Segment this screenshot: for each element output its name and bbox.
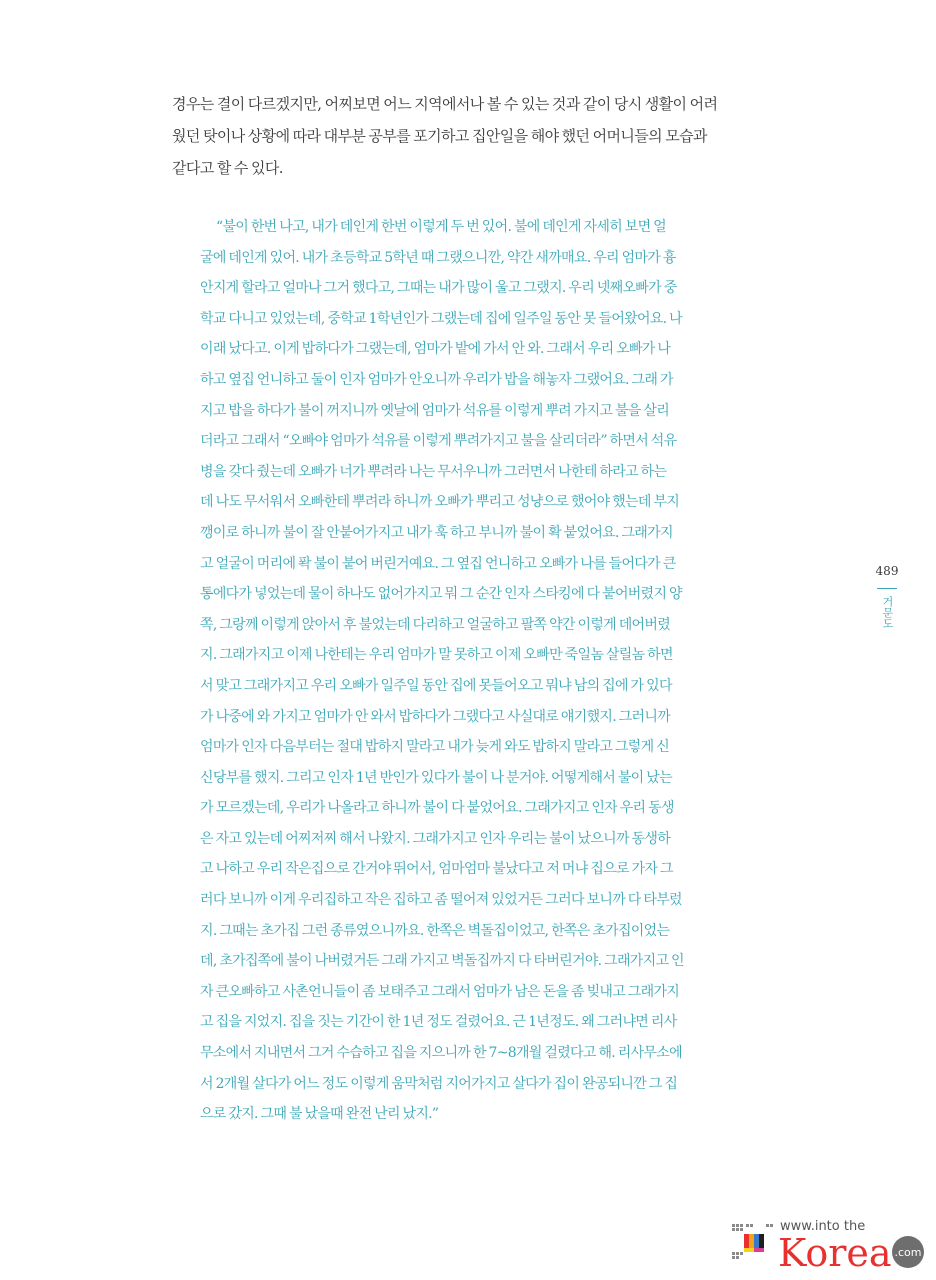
quote-line: 가 나중에 와 가지고 엄마가 안 와서 밥하다가 그랬다고 사실대로 얘기했지. 그러니까: [200, 708, 671, 725]
quote-line: 자 큰오빠하고 사촌언니들이 좀 보태주고 그래서 엄마가 남은 돈을 좀 빚내고 그래가지: [200, 983, 680, 1000]
quote-line: 지. 그때는 초가집 그런 종류였으니까요. 한쪽은 벽돌집이었고, 한쪽은 초가집이었는: [200, 922, 670, 939]
intro-line: 경우는 결이 다르겠지만, 어찌보면 어느 지역에서나 볼 수 있는 것과 같이 당시 생활이 어려: [172, 95, 718, 113]
quote-line: 고 집을 지었지. 집을 짓는 기간이 한 1년 정도 걸렸어요. 근 1년정도. 왜 그러냐면 리사: [200, 1014, 677, 1031]
quote-line: 쪽, 그랑께 이렇게 앉아서 후 불었는데 다리하고 얼굴하고 팔쪽 약간 이렇게 데어버렸: [200, 616, 671, 633]
quote-line: 통에다가 넣었는데 물이 하나도 없어가지고 뭐 그 순간 인자 스타킹에 다 붙어버렸지 양: [200, 586, 682, 603]
quote-line: 무소에서 지내면서 그거 수습하고 집을 지으니까 한 7~8개월 걸렸다고 해. 리사무소에: [200, 1045, 682, 1062]
logo-main-text: Korea: [778, 1231, 892, 1274]
quote-line: 데, 초가집쪽에 불이 나버렸거든 그래 가지고 벽돌집까지 다 타버린거야. 그래가지고 인: [200, 953, 684, 970]
quote-line: 이래 났다고. 이게 밥하다가 그랬는데, 엄마가 밭에 가서 안 와. 그래서 우리 오빠가 나: [200, 341, 671, 358]
quote-line: 지고 밥을 하다가 불이 꺼지니까 옛날에 엄마가 석유를 이렇게 뿌려 가지고 불을 살리: [200, 402, 670, 419]
quote-line: 학교 다니고 있었는데, 중학교 1학년인가 그랬는데 집에 일주일 동안 못 들어왔어요. 나: [200, 310, 682, 327]
quote-line: 지. 그래가지고 이제 나한테는 우리 엄마가 말 못하고 이제 오빠만 죽일놈 살릴놈 하면: [200, 647, 673, 664]
into-the-korea-logo: [730, 1214, 926, 1274]
quote-line: 안지게 할라고 얼마나 그거 했다고, 그때는 내가 많이 울고 그랬지. 우리 넷째오빠가 중: [200, 280, 677, 297]
quote-line: 하고 옆집 언니하고 둘이 인자 엄마가 안오니까 우리가 밥을 해놓자 그랬어요. 그래 가: [200, 371, 673, 388]
intro-paragraph: [172, 88, 796, 184]
logo-prefix-text: www.into the: [780, 1219, 866, 1234]
quote-line: 깽이로 하니까 불이 잘 안붙어가지고 내가 훅 하고 부니까 불이 확 붙었어요. 그래가지: [200, 524, 673, 541]
quote-line: 러다 보니까 이게 우리집하고 작은 집하고 좀 떨어져 있었거든 그러다 보니까 다 타부렀: [200, 892, 682, 909]
quote-line: 서 2개월 살다가 어느 정도 이렇게 움막처럼 지어가지고 살다가 집이 완공되니깐 그 집: [200, 1075, 678, 1092]
quote-line: 서 맞고 그래가지고 우리 오빠가 일주일 동안 집에 못들어오고 뭐냐 남의 집에 가 있다: [200, 677, 672, 694]
quote-line: 더라고 그래서 “오빠야 엄마가 석유를 이렇게 뿌려가지고 불을 살리더라” 하면서 석유: [200, 433, 677, 450]
interview-quote: [200, 212, 772, 1130]
quote-line: 신당부를 했지. 그리고 인자 1년 반인가 있다가 불이 나 분거야. 어떻게해서 불이 났는: [200, 769, 672, 786]
quote-line: 고 나하고 우리 작은집으로 간거야 뛰어서, 엄마엄마 불났다고 저 머냐 집으로 가자 그: [200, 861, 673, 878]
quote-line: 가 모르겠는데, 우리가 나올라고 하니까 불이 다 붙었어요. 그래가지고 인자 우리 동생: [200, 800, 674, 817]
quote-line: 엄마가 인자 다음부터는 절대 밥하지 말라고 내가 늦게 와도 밥하지 말라고 그렇게 신: [200, 739, 670, 756]
quote-line: 데 나도 무서워서 오빠한테 뿌려라 하니까 오빠가 뿌리고 성냥으로 했어야 했는데 부지: [200, 494, 680, 511]
intro-line: 웠던 탓이나 상황에 따라 대부분 공부를 포기하고 집안일을 해야 했던 어머니들의 모습과: [172, 127, 707, 145]
quote-line: 은 자고 있는데 어찌저찌 해서 나왔지. 그래가지고 인자 우리는 불이 났으니까 동생하: [200, 830, 671, 847]
page-number-divider: [877, 588, 897, 589]
intro-line: 같다고 할 수 있다.: [172, 159, 283, 177]
quote-line: 고 얼굴이 머리에 퐉 불이 붙어 버린거예요. 그 옆집 언니하고 오빠가 나를 들어다가 큰: [200, 555, 676, 572]
logo-color-bars-icon: [744, 1234, 764, 1252]
quote-line: “불이 한번 나고, 내가 데인게 한번 이렇게 두 번 있어. 불에 데인게 자세히 보면 얼: [216, 219, 667, 235]
quote-line: 으로 갔지. 그때 불 났을때 완전 난리 났지.”: [200, 1106, 439, 1123]
quote-line: 병을 갖다 줬는데 오빠가 너가 뿌려라 나는 무서우니까 그러면서 나한테 하라고 하는: [200, 463, 667, 480]
page-number: 489: [875, 564, 899, 578]
quote-line: 굴에 데인게 있어. 내가 초등학교 5학년 때 그랬으니깐, 약간 새까매요. 우리 엄마가 흉: [200, 249, 676, 266]
section-label: 거문도: [881, 596, 894, 629]
logo-suffix-text: .com: [894, 1246, 922, 1259]
